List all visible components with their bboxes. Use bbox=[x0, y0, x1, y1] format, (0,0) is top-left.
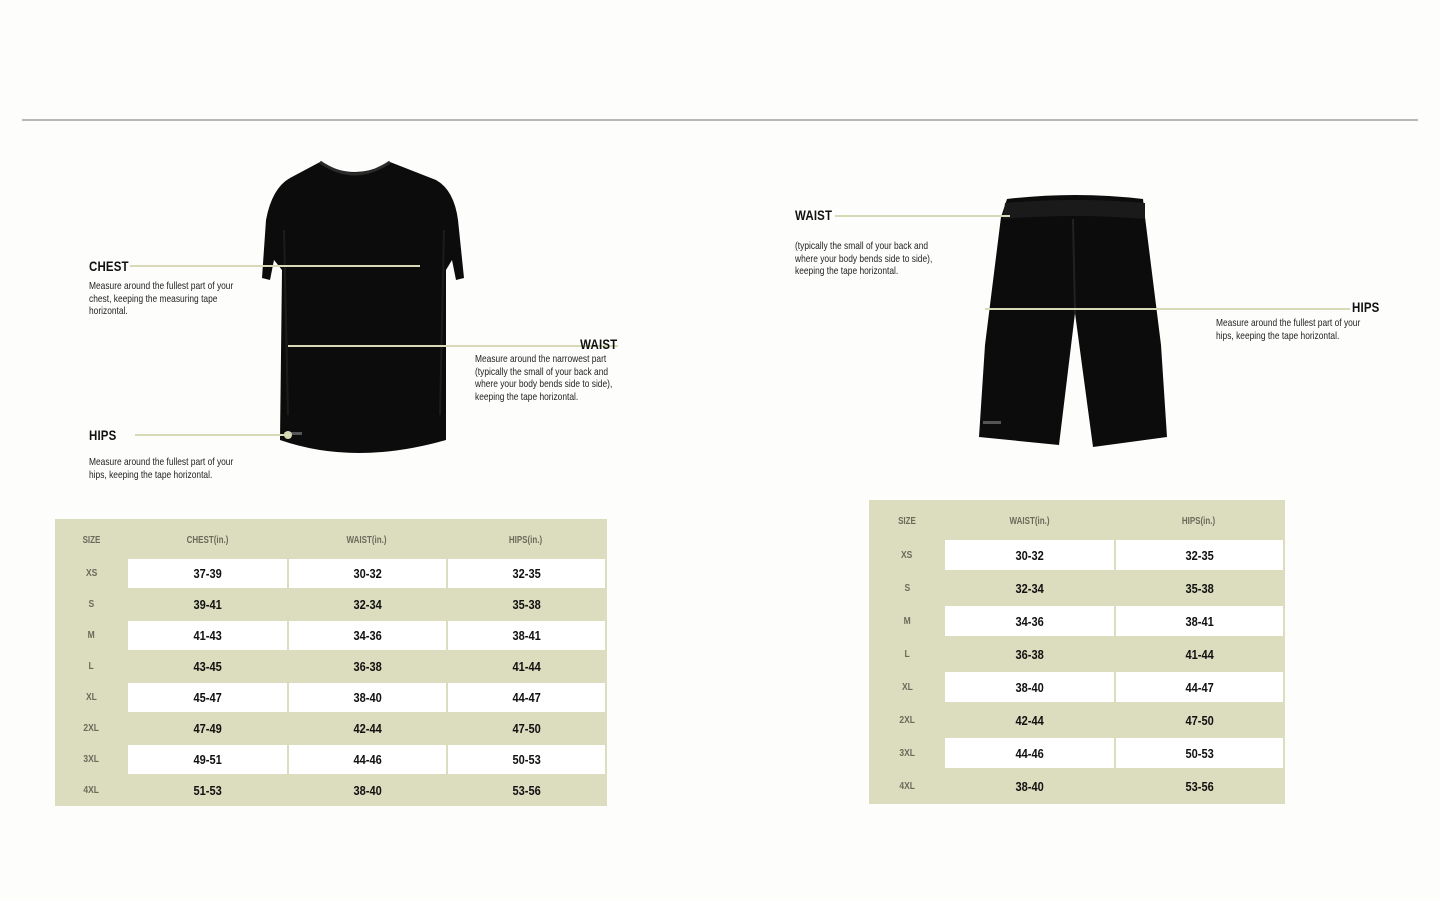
shorts-hips-title: HIPS bbox=[1351, 299, 1379, 315]
table-row bbox=[869, 771, 1283, 801]
chest-value: 39-41 bbox=[193, 597, 222, 612]
shorts-waist-desc: (typically the small of your back and where your body bends side to side), keeping the tape horizontal. bbox=[795, 240, 933, 277]
waist-value: 42-44 bbox=[1015, 712, 1044, 728]
hips-value: 32-35 bbox=[1114, 540, 1283, 570]
table-row bbox=[869, 573, 1283, 603]
shorts-hips-guide bbox=[985, 308, 1350, 310]
hips-value: 53-56 bbox=[446, 776, 605, 805]
size-label: 4XL bbox=[83, 785, 100, 796]
header-size: SIZE bbox=[82, 534, 101, 546]
hips-value: 35-38 bbox=[1114, 573, 1283, 603]
shirt-size-table bbox=[55, 519, 607, 806]
table-row bbox=[869, 639, 1283, 669]
waist-value: 42-44 bbox=[287, 714, 446, 743]
table-row bbox=[869, 606, 1283, 636]
waist-value: 38-40 bbox=[287, 683, 446, 712]
hips-value: 32-35 bbox=[446, 559, 605, 588]
shirt-hips-guide bbox=[135, 434, 290, 436]
waist-value: 34-36 bbox=[287, 621, 446, 650]
hips-value: 44-47 bbox=[1114, 672, 1283, 702]
size-label: 3XL bbox=[899, 747, 915, 759]
size-label: L bbox=[904, 648, 910, 660]
shirt-waist-guide bbox=[288, 345, 618, 347]
chest-value: 45-47 bbox=[128, 683, 287, 712]
size-label: 3XL bbox=[83, 754, 100, 765]
hips-value: 47-50 bbox=[1114, 705, 1283, 735]
shirt-waist-title: WAIST bbox=[579, 336, 617, 352]
waist-value: 30-32 bbox=[945, 540, 1114, 570]
hips-value: 41-44 bbox=[446, 652, 605, 681]
table-header-row bbox=[55, 523, 605, 557]
size-label: XL bbox=[86, 692, 97, 703]
size-label: S bbox=[904, 582, 910, 594]
table-row bbox=[869, 738, 1283, 768]
header-size: SIZE bbox=[898, 515, 916, 527]
shorts-size-table bbox=[869, 500, 1285, 804]
waist-value: 38-40 bbox=[1015, 778, 1044, 794]
waist-value: 38-40 bbox=[287, 776, 446, 805]
header-hips: HIPS(in.) bbox=[1181, 515, 1216, 527]
waist-value: 30-32 bbox=[287, 559, 446, 588]
table-row bbox=[55, 714, 605, 743]
chest-value: 47-49 bbox=[193, 721, 222, 736]
chest-value: 49-51 bbox=[128, 745, 287, 774]
waist-value: 44-46 bbox=[287, 745, 446, 774]
shirt-chest-desc: Measure around the fullest part of your chest, keeping the measuring tape horizontal. bbox=[89, 280, 234, 317]
hips-value: 47-50 bbox=[446, 714, 605, 743]
chest-value: 51-53 bbox=[193, 783, 222, 798]
size-label: 2XL bbox=[899, 714, 915, 726]
tshirt-image bbox=[240, 160, 470, 460]
waist-value: 38-40 bbox=[945, 672, 1114, 702]
shorts-waist-title: WAIST bbox=[795, 207, 833, 223]
table-row bbox=[55, 590, 605, 619]
table-row bbox=[55, 776, 605, 805]
header-waist: WAIST(in.) bbox=[1009, 515, 1050, 527]
waist-value: 36-38 bbox=[1015, 646, 1044, 662]
top-divider bbox=[22, 119, 1418, 121]
waist-value: 44-46 bbox=[945, 738, 1114, 768]
header-chest: CHEST(in.) bbox=[186, 534, 229, 546]
table-row bbox=[55, 621, 605, 650]
header-waist: WAIST(in.) bbox=[346, 534, 387, 546]
shorts-waist-guide bbox=[835, 215, 1010, 217]
hips-value: 50-53 bbox=[1114, 738, 1283, 768]
hips-value: 38-41 bbox=[1114, 606, 1283, 636]
size-label: M bbox=[903, 615, 911, 627]
chest-value: 43-45 bbox=[193, 659, 222, 674]
size-label: XS bbox=[85, 568, 98, 579]
size-label: XS bbox=[901, 549, 913, 561]
chest-value: 37-39 bbox=[128, 559, 287, 588]
table-row bbox=[869, 705, 1283, 735]
size-label: S bbox=[88, 599, 95, 610]
shorts-hips-desc: Measure around the fullest part of your hips, keeping the tape horizontal. bbox=[1216, 317, 1361, 342]
table-row bbox=[869, 672, 1283, 702]
size-label: L bbox=[88, 661, 95, 672]
size-label: XL bbox=[901, 681, 913, 693]
size-label: 2XL bbox=[83, 723, 100, 734]
table-row bbox=[55, 559, 605, 588]
hips-value: 38-41 bbox=[446, 621, 605, 650]
hips-value: 35-38 bbox=[446, 590, 605, 619]
shirt-hips-title: HIPS bbox=[89, 427, 117, 443]
hips-value: 50-53 bbox=[446, 745, 605, 774]
size-label: M bbox=[87, 630, 96, 641]
shirt-hips-guide-dot bbox=[284, 431, 292, 439]
waist-value: 32-34 bbox=[1015, 580, 1044, 596]
hips-value: 41-44 bbox=[1114, 639, 1283, 669]
shirt-chest-title: CHEST bbox=[89, 258, 129, 274]
table-row bbox=[55, 745, 605, 774]
shorts-image bbox=[975, 195, 1170, 455]
shirt-hips-desc: Measure around the fullest part of your hips, keeping the tape horizontal. bbox=[89, 456, 234, 481]
chest-value: 41-43 bbox=[128, 621, 287, 650]
table-row bbox=[869, 540, 1283, 570]
table-row bbox=[55, 683, 605, 712]
waist-value: 34-36 bbox=[945, 606, 1114, 636]
header-hips: HIPS(in.) bbox=[508, 534, 543, 546]
table-header-row bbox=[869, 505, 1283, 537]
size-label: 4XL bbox=[899, 780, 915, 792]
shirt-chest-guide bbox=[130, 265, 420, 267]
table-row bbox=[55, 652, 605, 681]
shirt-waist-desc: Measure around the narrowest part (typically the small of your back and where your body bends side to side), keeping the tape horizontal. bbox=[475, 353, 613, 403]
hips-value: 53-56 bbox=[1114, 771, 1283, 801]
hips-value: 44-47 bbox=[446, 683, 605, 712]
waist-value: 32-34 bbox=[287, 590, 446, 619]
waist-value: 36-38 bbox=[287, 652, 446, 681]
